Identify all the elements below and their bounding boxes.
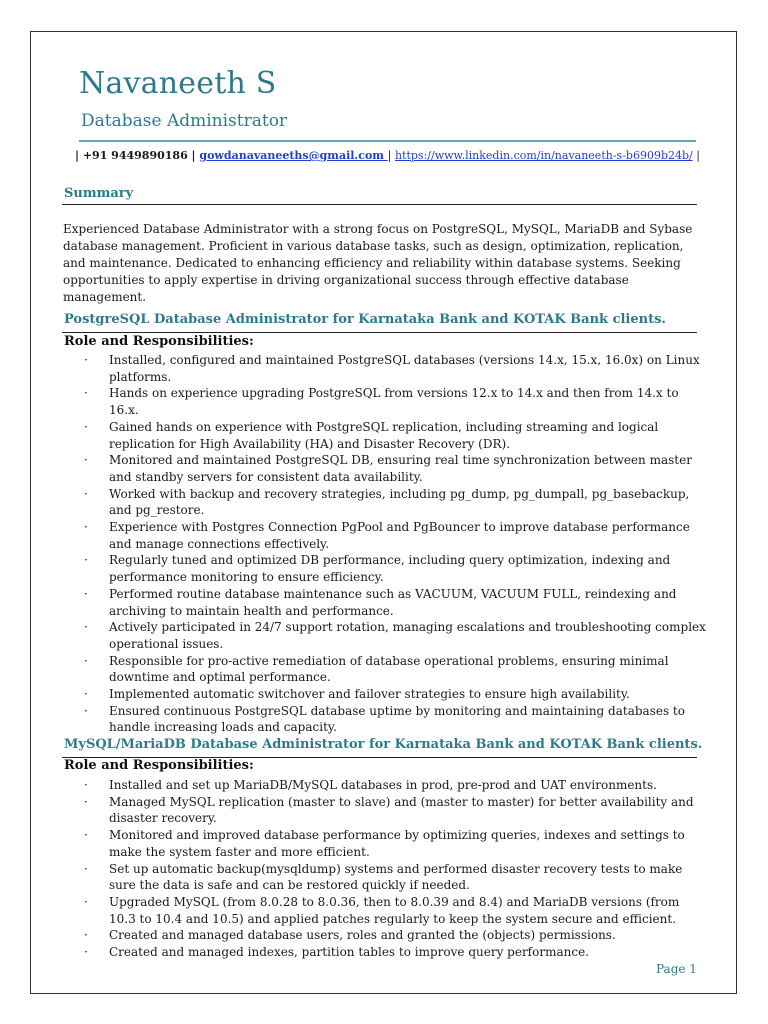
bullet-glyph: · [84, 653, 88, 668]
bullet-glyph: · [84, 620, 88, 635]
list-item-text: Managed MySQL replication (master to slave) and (master to master) for better availability and disaster recovery. [109, 794, 694, 826]
job-divider-postgresql [62, 332, 697, 333]
list-item [84, 927, 706, 944]
bullet-glyph: · [84, 486, 88, 501]
title-divider [79, 140, 696, 142]
list-item-text: Monitored and improved database performance by optimizing queries, indexes and settings to make the system faster and more efficient. [109, 828, 685, 859]
list-item-text: Created and managed database users, roles and granted the (objects) permissions. [109, 928, 616, 943]
list-item-text: Ensured continuous PostgreSQL database uptime by monitoring and maintaining databases to handle increasing loads and capacity. [109, 703, 685, 735]
bullet-glyph: · [84, 553, 88, 568]
phone-text: | +91 9449890186 | [75, 149, 200, 162]
list-item-text: Gained hands on experience with PostgreSQL replication, including streaming and logical replication for High Availability (HA) and Disaster Recovery (DR). [109, 419, 659, 451]
list-item [84, 552, 706, 585]
bullet-glyph: · [84, 894, 88, 909]
bullet-glyph: · [84, 353, 88, 367]
list-item [84, 944, 706, 961]
list-item [84, 777, 706, 794]
bullet-glyph: · [84, 520, 88, 535]
bullet-glyph: · [84, 419, 88, 434]
list-item [84, 827, 706, 860]
bullet-glyph: · [84, 861, 88, 876]
role-label-postgresql: Role and Responsibilities: [64, 334, 254, 349]
list-item-text: Performed routine database maintenance such as VACUUM, VACUUM FULL, reindexing and archiving to maintain health and performance. [109, 586, 677, 618]
bullet-glyph: · [84, 586, 88, 601]
job-heading-mysql: MySQL/MariaDB Database Administrator for Karnataka Bank and KOTAK Bank clients. [64, 737, 703, 752]
contact-separator: | [387, 149, 395, 162]
bullet-glyph: · [84, 778, 88, 792]
bullet-glyph: · [84, 453, 88, 468]
list-item [84, 586, 706, 619]
list-item [84, 686, 706, 703]
list-item [84, 794, 706, 827]
list-item [84, 861, 706, 894]
list-item-text: Responsible for pro-active remediation of database operational problems, ensuring minimal downtime and optimal performance. [109, 653, 669, 685]
job-heading-postgresql: PostgreSQL Database Administrator for Karnataka Bank and KOTAK Bank clients. [64, 312, 666, 327]
bullet-glyph: · [84, 945, 88, 960]
linkedin-link[interactable]: https://www.linkedin.com/in/navaneeth-s-b6909b24b/ [394, 149, 693, 162]
bullet-glyph: · [84, 386, 88, 401]
responsibilities-list-postgresql [84, 352, 706, 736]
list-item-text: Installed and set up MariaDB/MySQL databases in prod, pre-prod and UAT environments. [109, 778, 657, 792]
list-item-text: Actively participated in 24/7 support rotation, managing escalations and troubleshooting complex operational issues. [109, 620, 706, 651]
list-item-text: Hands on experience upgrading PostgreSQL from versions 12.x to 14.x and then from 14.x to 16.x. [109, 386, 679, 418]
list-item-text: Set up automatic backup(mysqldump) systems and performed disaster recovery tests to make sure the data is safe and can be restored quickly if needed. [109, 861, 683, 893]
bullet-glyph: · [84, 928, 88, 943]
list-item-text: Installed, configured and maintained PostgreSQL databases (versions 14.x, 15.x, 16.0x) on Linux platforms. [109, 353, 700, 384]
list-item [84, 619, 706, 652]
list-item [84, 703, 706, 736]
list-item [84, 452, 706, 485]
list-item [84, 419, 706, 452]
list-item [84, 486, 706, 519]
contact-trailing: | [692, 149, 700, 162]
list-item [84, 894, 706, 927]
page-number: Page 1 [656, 962, 697, 976]
job-title: Database Administrator [81, 111, 288, 131]
list-item-text: Monitored and maintained PostgreSQL DB, ensuring real time synchronization between master and standby servers for consistent data availability. [109, 453, 692, 484]
bullet-glyph: · [84, 794, 88, 809]
email-link[interactable]: gowdanavaneeths@gmail.com [199, 149, 388, 162]
bullet-glyph: · [84, 703, 88, 718]
list-item-text: Experience with Postgres Connection PgPool and PgBouncer to improve database performance and manage connections effectively. [109, 520, 690, 551]
list-item-text: Created and managed indexes, partition tables to improve query performance. [109, 945, 589, 960]
list-item [84, 352, 706, 385]
bullet-glyph: · [84, 687, 88, 702]
summary-text: Experienced Database Administrator with a strong focus on PostgreSQL, MySQL, MariaDB and Sybase database management. Proficient in various database tasks, such as design, optimization, replication, and maintenance. Dedicated to enhancing efficiency and reliability within database systems. Seeking opportunities to apply expertise in driving organizational success through effective database management. [63, 222, 693, 304]
list-item-text: Implemented automatic switchover and failover strategies to ensure high availability. [109, 687, 630, 702]
list-item-text: Worked with backup and recovery strategies, including pg_dump, pg_dumpall, pg_basebackup, and pg_restore. [109, 486, 690, 518]
summary-heading: Summary [64, 186, 134, 201]
list-item-text: Upgraded MySQL (from 8.0.28 to 8.0.36, then to 8.0.39 and 8.4) and MariaDB versions (from 10.3 to 10.4 and 10.5) and applied patches regularly to keep the system secure and efficient. [109, 894, 680, 926]
responsibilities-list-mysql [84, 777, 706, 961]
bullet-glyph: · [84, 828, 88, 843]
summary-divider [62, 204, 697, 205]
candidate-name: Navaneeth S [79, 66, 277, 101]
role-label-mysql: Role and Responsibilities: [64, 758, 254, 773]
contact-line [75, 149, 700, 162]
list-item [84, 519, 706, 552]
list-item-text: Regularly tuned and optimized DB performance, including query optimization, indexing and performance monitoring to ensure efficiency. [109, 553, 671, 585]
list-item [84, 385, 706, 418]
list-item [84, 653, 706, 686]
